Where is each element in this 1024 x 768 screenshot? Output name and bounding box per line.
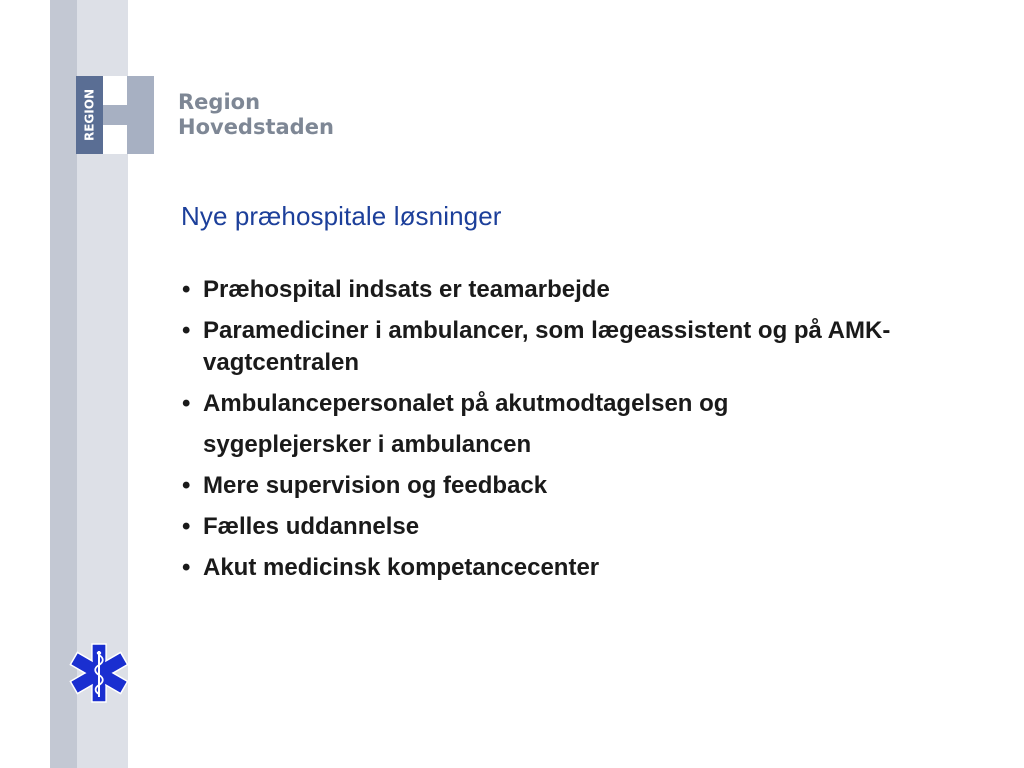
bullet-continuation: sygeplejersker i ambulancen <box>203 431 532 458</box>
logo-wordmark <box>178 90 334 140</box>
bullet-dot: • <box>182 390 191 417</box>
bullet-item <box>181 274 981 306</box>
logo-line-hovedstaden: Hovedstaden <box>178 115 334 139</box>
region-h-logo-icon <box>76 76 154 154</box>
bullet-item <box>181 315 981 379</box>
bullet-item <box>181 552 981 584</box>
bullet-list <box>181 274 981 593</box>
logo-line-region: Region <box>178 90 261 114</box>
bullet-text: Mere supervision og feedback <box>203 472 548 499</box>
bullet-dot: • <box>182 276 191 303</box>
bullet-item <box>181 511 981 543</box>
bullet-dot: • <box>182 513 191 540</box>
bullet-item <box>181 470 981 502</box>
bullet-item <box>181 388 981 461</box>
bullet-text: Præhospital indsats er teamarbejde <box>203 276 610 303</box>
bullet-dot: • <box>182 472 191 499</box>
bullet-dot: • <box>182 317 191 344</box>
slide-title: Nye præhospitale løsninger <box>181 201 502 231</box>
bullet-dot: • <box>182 554 191 581</box>
bullet-text: Akut medicinsk kompetancecenter <box>203 554 600 581</box>
bullet-text: Paramediciner i ambulancer, som lægeassistent og på AMK-vagtcentralen <box>203 317 891 376</box>
star-of-life-icon <box>68 642 130 704</box>
bullet-text: Fælles uddannelse <box>203 513 420 540</box>
bullet-text: Ambulancepersonalet på akutmodtagelsen og <box>203 390 729 417</box>
region-h-logo <box>76 76 154 154</box>
logo-vertical-text: REGION <box>82 89 97 141</box>
